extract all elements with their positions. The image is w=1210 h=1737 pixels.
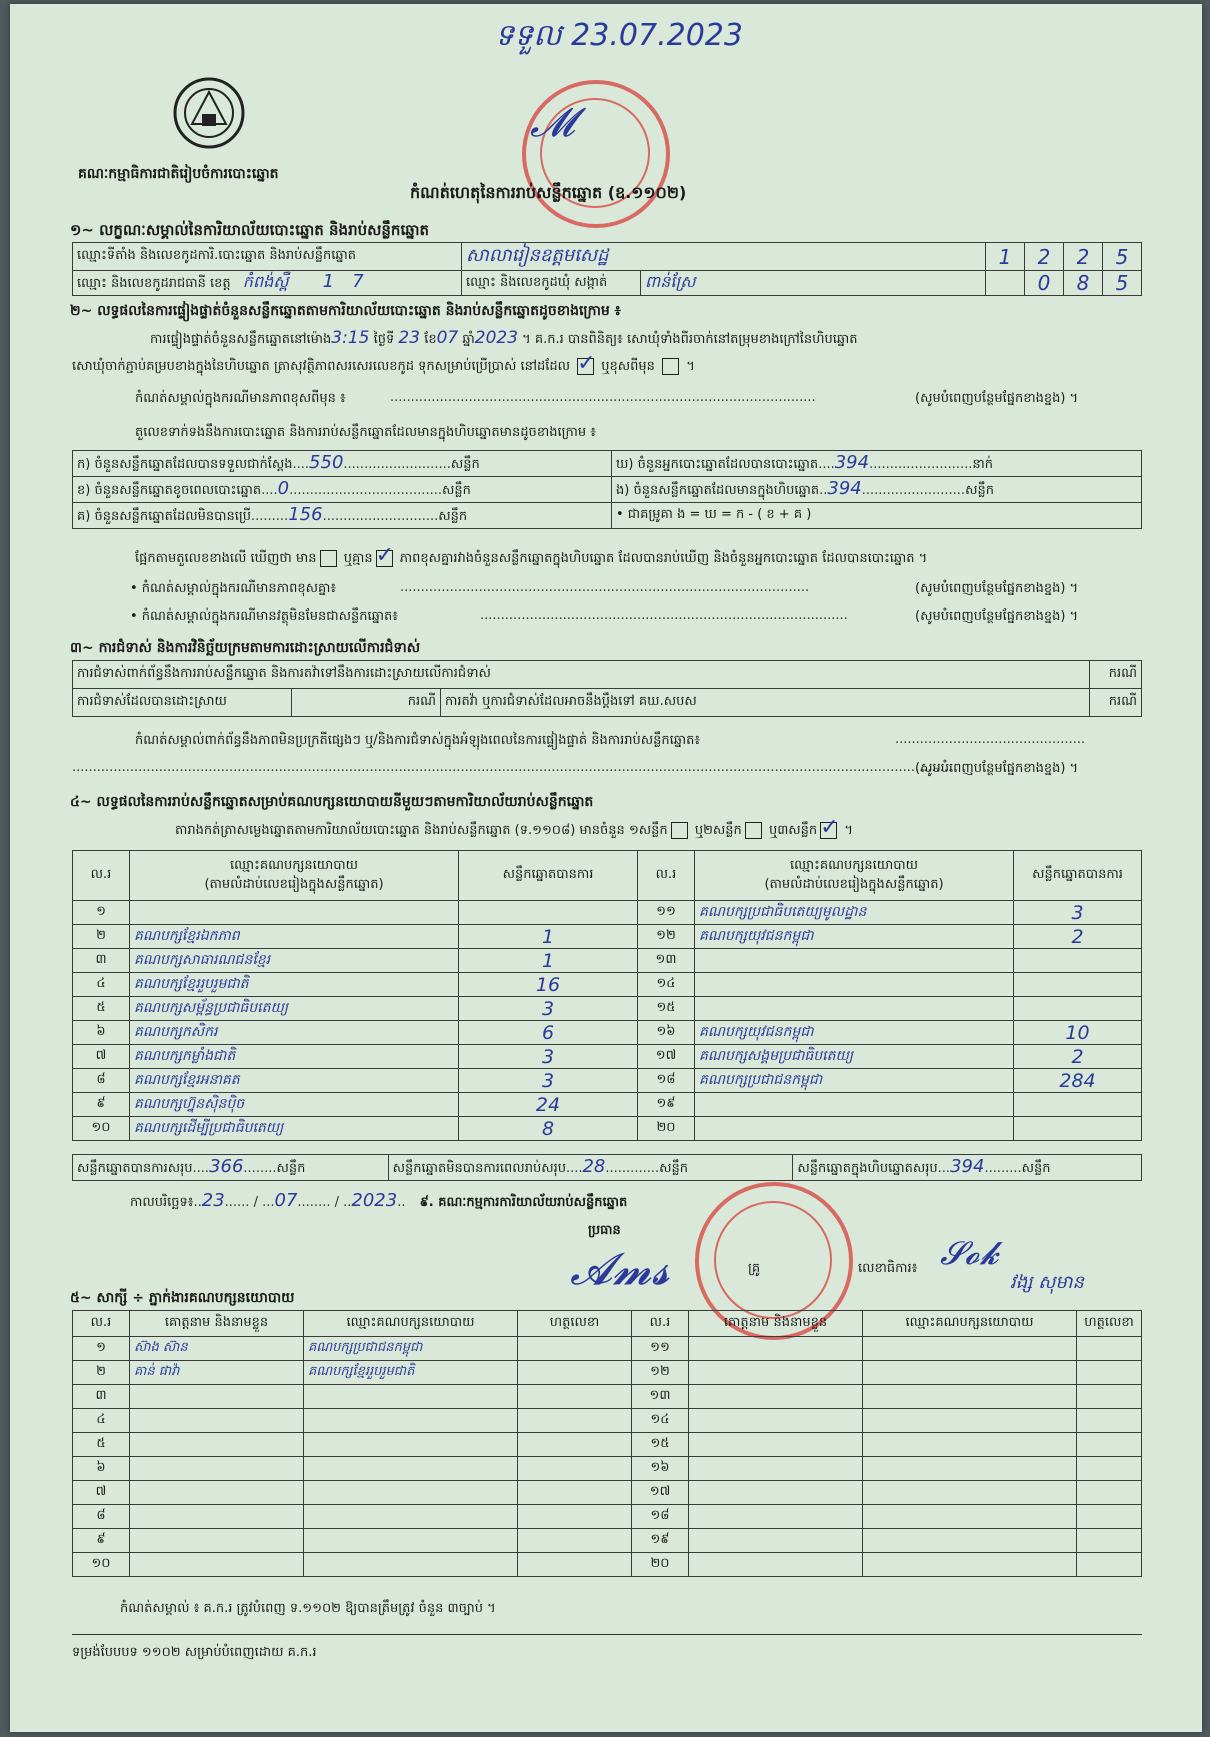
member-label: គ្រូ bbox=[748, 1261, 761, 1276]
signature-top: 𝓜 bbox=[530, 100, 575, 146]
col-party-right: ឈ្មោះគណបក្សនយោបាយ (តាមលំដាប់លេខរៀងក្នុងសន្លឹកឆ្នោត) bbox=[695, 851, 1014, 901]
result-party: គណបក្សកម្លាំងជាតិ bbox=[130, 1045, 459, 1069]
figure-gh: ឃ) ចំនួនអ្នកបោះឆ្នោតដែលបានបោះឆ្នោត....394.........................នាក់ bbox=[612, 451, 1142, 477]
result-party: គណបក្សយុវជនកម្ពុជា bbox=[695, 925, 1014, 949]
chair-label: ប្រធាន bbox=[588, 1223, 621, 1238]
figure-kh-value: 0 bbox=[277, 478, 290, 499]
objection-table bbox=[72, 660, 1142, 717]
result-votes bbox=[1014, 1117, 1142, 1141]
objection-appeal: ការតវ៉ា ឬការជំទាស់ដែលអាចនឹងប្ដឹងទៅ គឃ.សបស bbox=[441, 689, 1090, 717]
result-votes bbox=[459, 901, 638, 925]
results-row bbox=[73, 901, 1142, 925]
witness-name bbox=[689, 1553, 863, 1577]
verify-month: 07 bbox=[436, 328, 459, 348]
witness-no: ៣ bbox=[73, 1385, 130, 1409]
witness-no: ១១ bbox=[632, 1337, 689, 1361]
result-votes bbox=[1014, 973, 1142, 997]
witness-name bbox=[689, 1481, 863, 1505]
witness-no: ១០ bbox=[73, 1553, 130, 1577]
result-no: ១៧ bbox=[638, 1045, 695, 1069]
witness-row bbox=[73, 1409, 1142, 1433]
case-1: ករណី bbox=[1089, 661, 1141, 689]
figure-ng-value: 394 bbox=[827, 478, 862, 499]
witness-party bbox=[304, 1433, 518, 1457]
result-votes: 10 bbox=[1014, 1021, 1142, 1045]
witness-party bbox=[863, 1409, 1077, 1433]
result-no: ១៥ bbox=[638, 997, 695, 1021]
col-votes-left: សន្លឹកឆ្នោតបានការ bbox=[459, 851, 638, 901]
witness-party bbox=[863, 1553, 1077, 1577]
result-party: គណបក្សកសិករ bbox=[130, 1021, 459, 1045]
location-label: ឈ្មោះទីតាំង និងលេខកូដការិ.បោះឆ្នោត និងរាប់សន្លឹកឆ្នោត bbox=[73, 243, 462, 271]
result-party: គណបក្សសង្គមប្រជាធិបតេយ្យ bbox=[695, 1045, 1014, 1069]
result-party: គណបក្សខ្មែររួបរួមជាតិ bbox=[130, 973, 459, 997]
result-party: គណបក្សប្រជាជនកម្ពុជា bbox=[695, 1069, 1014, 1093]
result-party: គណបក្សសម្ព័ន្ធប្រជាធិបតេយ្យ bbox=[130, 997, 459, 1021]
results-row bbox=[73, 949, 1142, 973]
bullet-foreign-object: • កំណត់សម្គាល់ក្នុងករណីមានវត្ថុមិនមែនជាសន្លឹកឆ្នោត៖ bbox=[130, 609, 398, 624]
w-col-no-right: ល.រ bbox=[632, 1311, 689, 1337]
result-no: ១៨ bbox=[638, 1069, 695, 1093]
figure-ng: ង) ចំនួនសន្លឹកឆ្នោតដែលមានក្នុងហិបឆ្នោត..394.........................សន្លឹក bbox=[612, 477, 1142, 503]
witness-row bbox=[73, 1433, 1142, 1457]
total-invalid: សន្លឹកឆ្នោតមិនបានការពេលរាប់សរុប....28.............សន្លឹក bbox=[388, 1155, 793, 1181]
two-sheets-checkbox[interactable] bbox=[745, 822, 762, 839]
col-no-left: ល.រ bbox=[73, 851, 130, 901]
result-votes: 6 bbox=[459, 1021, 638, 1045]
result-no: ៥ bbox=[73, 997, 130, 1021]
commune-label: ឈ្មោះ និងលេខកូដឃុំ សង្កាត់ bbox=[462, 271, 641, 296]
witness-name bbox=[689, 1457, 863, 1481]
one-sheet-checkbox[interactable] bbox=[671, 822, 688, 839]
form-title: កំណត់ហេតុនៃការរាប់សន្លឹកឆ្នោត (ឧ.១១០២) bbox=[410, 183, 687, 202]
witness-signature bbox=[1077, 1481, 1142, 1505]
witness-row bbox=[73, 1505, 1142, 1529]
result-votes: 16 bbox=[459, 973, 638, 997]
w-col-name-right: គោត្តនាម និងនាមខ្លួន bbox=[689, 1311, 863, 1337]
witness-name: គាន់ ផាវ៉ា bbox=[130, 1361, 304, 1385]
witness-party: គណបក្សខ្មែររួបរួមជាតិ bbox=[304, 1361, 518, 1385]
total-valid: សន្លឹកឆ្នោតបានការសរុប....366........សន្លឹក bbox=[73, 1155, 389, 1181]
witness-signature bbox=[518, 1529, 632, 1553]
witness-name bbox=[689, 1337, 863, 1361]
result-no: ១០ bbox=[73, 1117, 130, 1141]
witness-signature bbox=[518, 1385, 632, 1409]
result-no: ៨ bbox=[73, 1069, 130, 1093]
witness-no: ៨ bbox=[73, 1505, 130, 1529]
date-month: 07 bbox=[274, 1190, 298, 1211]
witness-party bbox=[304, 1385, 518, 1409]
witness-no: ៩ bbox=[73, 1529, 130, 1553]
commune-code-3: 5 bbox=[1103, 271, 1142, 296]
result-votes bbox=[1014, 1093, 1142, 1117]
tally-sheets-line: តារាងកត់ត្រាសម្លេងឆ្នោតតាមការិយាល័យបោះឆ្នោត និងរាប់សន្លឹកឆ្នោត (ទ.១១០៨) មានចំនួន ១សន្លឹក ឬ២សន្លឹក ឬ៣សន្លឹក ✓ ។ bbox=[175, 815, 853, 840]
result-no: ៩ bbox=[73, 1093, 130, 1117]
witness-party: គណបក្សប្រជាជនកម្ពុជា bbox=[304, 1337, 518, 1361]
result-votes: 2 bbox=[1014, 925, 1142, 949]
witness-row bbox=[73, 1553, 1142, 1577]
result-party bbox=[695, 997, 1014, 1021]
witness-party bbox=[304, 1409, 518, 1433]
results-row bbox=[73, 1069, 1142, 1093]
witness-party bbox=[863, 1529, 1077, 1553]
figure-ko-value: 156 bbox=[288, 504, 323, 525]
fill-note-3: (សូមបំពេញបន្ថែមផ្នែកខាងខ្នង) ។ bbox=[915, 609, 1079, 624]
result-votes: 3 bbox=[1014, 901, 1142, 925]
bullet-difference: • កំណត់សម្គាល់ក្នុងករណីមានភាពខុសគ្នា៖ bbox=[130, 581, 337, 596]
province-code-2: 7 bbox=[352, 271, 364, 292]
witness-no: ១៨ bbox=[632, 1505, 689, 1529]
form-sheet: ទទួល 23.07.2023 គណៈកម្មាធិការជាតិរៀបចំការបោះឆ្នោត 𝓜 កំណត់ហេតុនៃការរាប់សន្លឹកឆ្នោត (ឧ.១១០២) ១~ លក្ខណៈសម្គាល់នៃការិយាល័យបោះឆ្នោត និងរាប់សន្លឹកឆ្នោត ឈ្មោះទីតាំង និងលេខកូដការិ.បោះឆ្នោត និងរាប់សន្លឹកឆ្នោត សាលារៀនឧត្តមសេដ្ឋ 1 2 2 5 ឈ្មោះ និងលេខកូដរាជធានី ខេត្ត កំពង់ស្ពឺ 1 7 ឈ្មោះ និងលេខកូដឃុំ សង្កាត់ ពាន់ស្រែ 0 8 5 ២~ លទ្ធផលនៃការផ្ទៀងផ្ទាត់ចំនួនសន្លឹកឆ្នោតតាមការិយាល័យបោះឆ្នោត និងរាប់សន្លឹកឆ្នោតដូចខាងក្រោម ៖ ការផ្ទៀងផ្ទាត់ចំនួនសន្លឹកឆ្នោតនៅម៉ោង3:15 ថ្ងៃទី 23 ខែ07 ឆ្នាំ2023 ។ គ.ក.រ បានពិនិត្យ៖ សោឃុំទាំងពីរចាក់នៅតម្រុមខាងក្រៅនៃហិបឆ្នោត សោឃុំចាក់ភ្ជាប់គម្របខាងក្នុងនៃហិបឆ្នោត ត្រាសុវត្ថិភាពសរសេរលេខកូដ ទុកសម្រាប់ប្រើប្រាស់ នៅដដែល ✓ ឬខុសពីមុន ។ កំណត់សម្គាល់ក្នុងករណីមានភាពខុសពីមុន ៖ ....................................................................................................... (សូមបំពេញបន្ថែមផ្នែកខាងខ្នង) ។ តួលេខទាក់ទងនឹងការបោះឆ្នោត និងការរាប់សន្លឹកឆ្នោតដែលមានក្នុងហិបឆ្នោតមានដូចខាងក្រោម ៖ ក) ចំនួនសន្លឹកឆ្នោតដែលបានទទួលជាក់ស្តែង....550..........................សន្លឹក ឃ) ចំនួនអ្នកបោះឆ្នោតដែលបានបោះឆ្នោត....394.........................នាក់ ខ) ចំនួនសន្លឹកឆ្នោតខូចពេលបោះឆ្នោត....0.....................................សន្លឹក ង) ចំនួនសន្លឹកឆ្នោតដែលមានក្នុងហិបឆ្នោត..394.........................សន្លឹក គ) ចំនួនសន្លឹកឆ្នោតដែលមិនបានប្រើ.........156............................សន្លឹក • ជាគម្រូគា ង = ឃ = ក - ( ខ + គ ) ផ្អែកតាមតួលេខខាងលើ ឃើញថា មាន ឬគ្មាន ✓ ភាពខុសគ្នារវាងចំនួនសន្លឹកឆ្នោតក្នុងហិបឆ្នោត ដែលបានរាប់ឃើញ និងចំនួនអ្នកបោះឆ្នោត ដែលបានបោះឆ្នោត ។ • កំណត់សម្គាល់ក្នុងករណីមានភាពខុសគ្នា៖ ................................................................................................... (សូមបំពេញបន្ថែមផ្នែកខាងខ្នង) ។ • កំណត់សម្គាល់ក្នុងករណីមានវត្ថុមិនមែនជាសន្លឹកឆ្នោត៖ ......................................................................................... (សូមបំពេញបន្ថែមផ្នែកខាងខ្នង) ។ ៣~ ការជំទាស់ និងការវិនិច្ឆ័យក្រមតាមការដោះស្រាយលើការជំទាស់ ការជំទាស់ពាក់ព័ន្ធនឹងការរាប់សន្លឹកឆ្នោត និងការតវ៉ាទៅនឹងការដោះស្រាយលើការជំទាស់ ករណី ការជំទាស់ដែលបានដោះស្រាយ ករណី ការតវ៉ា ឬការជំទាស់ដែលអាចនឹងប្ដឹងទៅ គឃ.សបស ករណី កំណត់សម្គាល់ពាក់ព័ន្ធនឹងភាពមិនប្រក្រតីផ្សេងៗ ឬ/និងការជំទាស់ក្នុងអំឡុងពេលនៃការផ្ទៀងផ្ទាត់ និងការរាប់សន្លឹកឆ្នោត៖ .............................................. ..................................................................................................................................................................................................................... (សូមបំពេញបន្ថែមផ្នែកខាងខ្នង) ។ ៤~ លទ្ធផលនៃការរាប់សន្លឹកឆ្នោតសម្រាប់គណបក្សនយោបាយនីមួយៗតាមការិយាល័យរាប់សន្លឹកឆ្នោត តារាងកត់ត្រាសម្លេងឆ្នោតតាមការិយាល័យបោះឆ្នោត និងរាប់សន្លឹកឆ្នោត (ទ.១១០៨) មានចំនួន ១សន្លឹក ឬ២សន្លឹក ឬ៣សន្លឹក ✓ ។ ល.រ ឈ្មោះគណបក្សនយោបាយ (តាមលំដាប់លេខរៀងក្នុងសន្លឹកឆ្នោត) សន្លឹកឆ្នោតបានការ ល.រ ឈ្មោះគណបក្សនយោបាយ (តាមលំដាប់លេខរៀងក្នុងសន្លឹកឆ្នោត) សន្លឹកឆ្នោតបានការ ១ ១១ គណបក្សប្រជាធិបតេយ្យមូលដ្ឋាន 3 ២ គណបក្សខ្មែរឯកភាព 1 ១២ គណបក្សយុវជនកម្ពុជា 2 ៣ គណបក្សសាធារណជនខ្មែរ 1 ១៣ ៤ គណបក្សខ្មែររួបរួមជាតិ 16 ១៤ ៥ គណបក្សសម្ព័ន្ធប្រជាធិបតេយ្យ 3 ១៥ ៦ គណបក្សកសិករ 6 ១៦ គណបក្សយុវជនកម្ពុជា 10 ៧ គណបក្សកម្លាំងជាតិ 3 ១៧ គណបក្សសង្គមប្រជាធិបតេយ្យ 2 ៨ គណបក្សខ្មែរអនាគត 3 ១៨ គណបក្សប្រជាជនកម្ពុជា 284 ៩ គណបក្សហ្វ៊ុនស៊ិនប៉ិច 24 ១៩ ១០ គណបក្សដើម្បីប្រជាធិបតេយ្យ 8 ២០ សន្លឹកឆ្នោតបានការសរុប....366........សន្លឹក សន្លឹកឆ្នោតមិនបានការពេលរាប់សរុប....28.............សន្លឹក សន្លឹកឆ្នោតក្នុងហិបឆ្នោតសរុប...394.........សន្លឹក កាលបរិច្ឆេទ៖..23...... / ...07........ / ..2023.. ៩. គណៈកម្មការការិយាល័យរាប់សន្លឹកឆ្នោត ប្រធាន 𝓐𝓶𝓼 គ្រូ លេខាធិការ៖ 𝓢𝓸𝓴 វង្ស សុមាន ៥~ សាក្សី ÷ ភ្នាក់ងារគណបក្សនយោបាយ ល.រ គោត្តនាម និងនាមខ្លួន ឈ្មោះគណបក្សនយោបាយ ហត្ថលេខា ល.រ គោត្តនាម និងនាមខ្លួន ឈ្មោះគណបក្សនយោបាយ ហត្ថលេខា ១ ស៊ាង ស៊ាន គណបក្សប្រជាជនកម្ពុជា ១១ ២ គាន់ ផាវ៉ា គណបក្សខ្មែររួបរួមជាតិ ១២ ៣ ១៣ ៤ ១៤ ៥ ១៥ ៦ ១៦ ៧ ១៧ ៨ ១៨ ៩ ១៩ ១០ ២០ កំណត់សម្គាល់ ៖ គ.ក.រ ត្រូវបំពេញ ទ.១១០២ ឱ្យបានត្រឹមត្រូវ ចំនួន ៣ច្បាប់ ។ ទម្រង់បែបបទ ១១០២ សម្រាប់បំពេញដោយ គ.ក.រ bbox=[10, 4, 1202, 1732]
witness-signature bbox=[1077, 1361, 1142, 1385]
same-checkbox[interactable]: ✓ bbox=[577, 351, 596, 376]
witness-no: ៧ bbox=[73, 1481, 130, 1505]
result-party: គណបក្សខ្មែរឯកភាព bbox=[130, 925, 459, 949]
witness-no: ៤ bbox=[73, 1409, 130, 1433]
witness-row bbox=[73, 1385, 1142, 1409]
col-party-left: ឈ្មោះគណបក្សនយោបាយ (តាមលំដាប់លេខរៀងក្នុងសន្លឹកឆ្នោត) bbox=[130, 851, 459, 901]
w-col-party-right: ឈ្មោះគណបក្សនយោបាយ bbox=[863, 1311, 1077, 1337]
objection-resolved: ការជំទាស់ដែលបានដោះស្រាយ bbox=[73, 689, 292, 717]
footer-divider bbox=[72, 1634, 1142, 1635]
witness-name: ស៊ាង ស៊ាន bbox=[130, 1337, 304, 1361]
witness-name bbox=[689, 1409, 863, 1433]
result-no: ៣ bbox=[73, 949, 130, 973]
figure-k: ក) ចំនួនសន្លឹកឆ្នោតដែលបានទទួលជាក់ស្តែង....550..........................សន្លឹក bbox=[73, 451, 612, 477]
witness-party bbox=[863, 1385, 1077, 1409]
witness-signature bbox=[1077, 1409, 1142, 1433]
witness-party bbox=[863, 1505, 1077, 1529]
witness-name bbox=[130, 1433, 304, 1457]
witness-name bbox=[130, 1553, 304, 1577]
date-day: 23 bbox=[201, 1190, 225, 1211]
witness-no: ១៩ bbox=[632, 1529, 689, 1553]
result-party: គណបក្សសាធារណជនខ្មែរ bbox=[130, 949, 459, 973]
witness-no: ៦ bbox=[73, 1457, 130, 1481]
case-3: ករណី bbox=[1089, 689, 1141, 717]
result-no: ១៣ bbox=[638, 949, 695, 973]
witness-signature bbox=[1077, 1553, 1142, 1577]
witness-signature bbox=[518, 1361, 632, 1385]
section5-title: ៥~ សាក្សី ÷ ភ្នាក់ងារគណបក្សនយោបាយ bbox=[70, 1290, 295, 1306]
witness-name bbox=[130, 1409, 304, 1433]
witness-name bbox=[130, 1529, 304, 1553]
fill-note-1: (សូមបំពេញបន្ថែមផ្នែកខាងខ្នង) ។ bbox=[915, 391, 1079, 406]
verify-year: 2023 bbox=[474, 328, 519, 348]
witness-row bbox=[73, 1457, 1142, 1481]
col-votes-right: សន្លឹកឆ្នោតបានការ bbox=[1014, 851, 1142, 901]
witness-signature bbox=[1077, 1457, 1142, 1481]
case-2: ករណី bbox=[292, 689, 441, 717]
result-votes: 2 bbox=[1014, 1045, 1142, 1069]
three-sheets-checkbox[interactable]: ✓ bbox=[820, 815, 839, 840]
result-party: គណបក្សយុវជនកម្ពុជា bbox=[695, 1021, 1014, 1045]
location-code-4: 5 bbox=[1103, 243, 1142, 271]
result-votes: 1 bbox=[459, 925, 638, 949]
location-code-3: 2 bbox=[1064, 243, 1103, 271]
witness-no: ៥ bbox=[73, 1433, 130, 1457]
w-col-sign-left: ហត្ថលេខា bbox=[518, 1311, 632, 1337]
province-value: កំពង់ស្ពឺ bbox=[242, 272, 289, 291]
witness-no: ២ bbox=[73, 1361, 130, 1385]
witness-signature bbox=[518, 1337, 632, 1361]
location-code-1: 1 bbox=[986, 243, 1025, 271]
result-votes: 3 bbox=[459, 997, 638, 1021]
section1-table bbox=[72, 242, 1142, 296]
result-party bbox=[695, 1117, 1014, 1141]
commission-label: ៩. គណៈកម្មការការិយាល័យរាប់សន្លឹកឆ្នោត bbox=[419, 1195, 628, 1210]
results-row bbox=[73, 973, 1142, 997]
total-box: សន្លឹកឆ្នោតក្នុងហិបឆ្នោតសរុប...394.........សន្លឹក bbox=[793, 1155, 1142, 1181]
result-votes: 1 bbox=[459, 949, 638, 973]
witness-no: ១៣ bbox=[632, 1385, 689, 1409]
witness-row bbox=[73, 1529, 1142, 1553]
footer-note: កំណត់សម្គាល់ ៖ គ.ក.រ ត្រូវបំពេញ ទ.១១០២ ឱ្យបានត្រឹមត្រូវ ចំនួន ៣ច្បាប់ ។ bbox=[120, 1601, 496, 1616]
witness-party bbox=[304, 1505, 518, 1529]
fill-note-4: (សូមបំពេញបន្ថែមផ្នែកខាងខ្នង) ។ bbox=[915, 761, 1079, 776]
section2-title: ២~ លទ្ធផលនៃការផ្ទៀងផ្ទាត់ចំនួនសន្លឹកឆ្នោតតាមការិយាល័យបោះឆ្នោត និងរាប់សន្លឹកឆ្នោតដូចខាងក្រោម ៖ bbox=[70, 303, 621, 319]
commune-code-1: 0 bbox=[1025, 271, 1064, 296]
fill-note-2: (សូមបំពេញបន្ថែមផ្នែកខាងខ្នង) ។ bbox=[915, 581, 1079, 596]
witness-table bbox=[72, 1310, 1142, 1577]
date-line: កាលបរិច្ឆេទ៖..23...... / ...07........ / ..2023.. ៩. គណៈកម្មការការិយាល័យរាប់សន្លឹកឆ្នោត bbox=[130, 1190, 628, 1211]
result-party: គណបក្សប្រជាធិបតេយ្យមូលដ្ឋាន bbox=[695, 901, 1014, 925]
witness-signature bbox=[518, 1481, 632, 1505]
w-col-sign-right: ហត្ថលេខា bbox=[1077, 1311, 1142, 1337]
totals-row bbox=[72, 1154, 1142, 1181]
section1-title: ១~ លក្ខណៈសម្គាល់នៃការិយាល័យបោះឆ្នោត និងរាប់សន្លឹកឆ្នោត bbox=[70, 221, 430, 239]
verify-day: 23 bbox=[398, 328, 421, 348]
no-difference-checkbox[interactable]: ✓ bbox=[375, 543, 395, 568]
result-party bbox=[695, 1093, 1014, 1117]
witness-signature bbox=[518, 1553, 632, 1577]
witness-row bbox=[73, 1337, 1142, 1361]
witness-party bbox=[863, 1433, 1077, 1457]
secretary-name: វង្ស សុមាន bbox=[1010, 1272, 1084, 1293]
witness-name bbox=[689, 1505, 863, 1529]
results-row bbox=[73, 1093, 1142, 1117]
witness-no: ១៤ bbox=[632, 1409, 689, 1433]
different-checkbox[interactable] bbox=[662, 358, 679, 375]
province-label: ឈ្មោះ និងលេខកូដរាជធានី ខេត្ត កំពង់ស្ពឺ 1 7 bbox=[73, 271, 462, 296]
witness-party bbox=[863, 1457, 1077, 1481]
witness-name bbox=[130, 1481, 304, 1505]
result-no: ២ bbox=[73, 925, 130, 949]
section3-title: ៣~ ការជំទាស់ និងការវិនិច្ឆ័យក្រមតាមការដោះស្រាយលើការជំទាស់ bbox=[70, 640, 421, 656]
witness-no: ២០ bbox=[632, 1553, 689, 1577]
result-party: គណបក្សដើម្បីប្រជាធិបតេយ្យ bbox=[130, 1117, 459, 1141]
results-row bbox=[73, 925, 1142, 949]
commune-value: ពាន់ស្រែ bbox=[641, 271, 986, 296]
commune-code-2: 8 bbox=[1064, 271, 1103, 296]
witness-name bbox=[689, 1361, 863, 1385]
result-no: ១ bbox=[73, 901, 130, 925]
witness-signature bbox=[518, 1457, 632, 1481]
witness-party bbox=[304, 1529, 518, 1553]
witness-no: ១៧ bbox=[632, 1481, 689, 1505]
witness-name bbox=[130, 1457, 304, 1481]
witness-row bbox=[73, 1481, 1142, 1505]
w-col-name-left: គោត្តនាម និងនាមខ្លួន bbox=[130, 1311, 304, 1337]
w-col-no-left: ល.រ bbox=[73, 1311, 130, 1337]
province-code-1: 1 bbox=[322, 271, 335, 292]
results-row bbox=[73, 1117, 1142, 1141]
figure-k-value: 550 bbox=[309, 452, 344, 473]
result-no: ៧ bbox=[73, 1045, 130, 1069]
result-no: ១៩ bbox=[638, 1093, 695, 1117]
results-row bbox=[73, 997, 1142, 1021]
result-votes: 284 bbox=[1014, 1069, 1142, 1093]
secretary-signature: 𝓢𝓸𝓴 bbox=[940, 1234, 999, 1272]
witness-signature bbox=[518, 1433, 632, 1457]
witness-signature bbox=[1077, 1529, 1142, 1553]
figures-table bbox=[72, 450, 1142, 529]
difference-note-label: កំណត់សម្គាល់ក្នុងករណីមានភាពខុសពីមុន ៖ bbox=[135, 391, 346, 406]
result-votes: 24 bbox=[459, 1093, 638, 1117]
result-party bbox=[695, 973, 1014, 997]
verify-time: 3:15 bbox=[331, 328, 370, 348]
result-no: ៦ bbox=[73, 1021, 130, 1045]
total-valid-value: 366 bbox=[209, 1156, 244, 1177]
result-party: គណបក្សហ្វ៊ុនស៊ិនប៉ិច bbox=[130, 1093, 459, 1117]
witness-signature bbox=[518, 1505, 632, 1529]
secretary-label: លេខាធិការ៖ bbox=[858, 1261, 918, 1276]
verification-line: ការផ្ទៀងផ្ទាត់ចំនួនសន្លឹកឆ្នោតនៅម៉ោង3:15 ថ្ងៃទី 23 ខែ07 ឆ្នាំ2023 ។ គ.ក.រ បានពិនិត្យ៖ សោឃុំទាំងពីរចាក់នៅតម្រុមខាងក្រៅនៃហិបឆ្នោត bbox=[150, 328, 858, 348]
witness-signature bbox=[518, 1409, 632, 1433]
witness-signature bbox=[1077, 1505, 1142, 1529]
result-votes bbox=[1014, 997, 1142, 1021]
total-invalid-value: 28 bbox=[582, 1156, 606, 1177]
result-party bbox=[130, 901, 459, 925]
result-no: ១២ bbox=[638, 925, 695, 949]
results-row bbox=[73, 1021, 1142, 1045]
received-annotation: ទទួល 23.07.2023 bbox=[495, 18, 743, 53]
result-party bbox=[695, 949, 1014, 973]
result-no: ៤ bbox=[73, 973, 130, 997]
formula: • ជាគម្រូគា ង = ឃ = ក - ( ខ + គ ) bbox=[612, 503, 1142, 529]
w-col-party-left: ឈ្មោះគណបក្សនយោបាយ bbox=[304, 1311, 518, 1337]
witness-no: ១៦ bbox=[632, 1457, 689, 1481]
result-party: គណបក្សខ្មែរអនាគត bbox=[130, 1069, 459, 1093]
witness-name bbox=[130, 1505, 304, 1529]
location-code-2: 2 bbox=[1025, 243, 1064, 271]
total-box-value: 394 bbox=[950, 1156, 985, 1177]
chair-signature: 𝓐𝓶𝓼 bbox=[570, 1244, 670, 1295]
witness-name bbox=[689, 1433, 863, 1457]
result-no: ១១ bbox=[638, 901, 695, 925]
witness-party bbox=[863, 1481, 1077, 1505]
result-votes: 3 bbox=[459, 1069, 638, 1093]
witness-no: ១២ bbox=[632, 1361, 689, 1385]
witness-name bbox=[689, 1529, 863, 1553]
result-votes: 3 bbox=[459, 1045, 638, 1069]
witness-party bbox=[863, 1337, 1077, 1361]
witness-party bbox=[304, 1481, 518, 1505]
result-votes bbox=[1014, 949, 1142, 973]
figure-kh: ខ) ចំនួនសន្លឹកឆ្នោតខូចពេលបោះឆ្នោត....0.....................................សន្លឹក bbox=[73, 477, 612, 503]
result-no: ១៤ bbox=[638, 973, 695, 997]
witness-no: ១៥ bbox=[632, 1433, 689, 1457]
result-no: ១៦ bbox=[638, 1021, 695, 1045]
figure-ko: គ) ចំនួនសន្លឹកឆ្នោតដែលមិនបានប្រើ.........156............................សន្លឹក bbox=[73, 503, 612, 529]
witness-row bbox=[73, 1361, 1142, 1385]
result-votes: 8 bbox=[459, 1117, 638, 1141]
org-name: គណៈកម្មាធិការជាតិរៀបចំការបោះឆ្នោត bbox=[78, 166, 279, 182]
form-code: ទម្រង់បែបបទ ១១០២ សម្រាប់បំពេញដោយ គ.ក.រ bbox=[72, 1645, 317, 1660]
objection-row-1: ការជំទាស់ពាក់ព័ន្ធនឹងការរាប់សន្លឹកឆ្នោត និងការតវ៉ាទៅនឹងការដោះស្រាយលើការជំទាស់ bbox=[73, 661, 1090, 689]
location-value: សាលារៀនឧត្តមសេដ្ឋ bbox=[462, 243, 986, 271]
figure-gh-value: 394 bbox=[834, 452, 870, 473]
result-no: ២០ bbox=[638, 1117, 695, 1141]
results-table bbox=[72, 850, 1142, 1141]
col-no-right: ល.រ bbox=[638, 851, 695, 901]
date-year: 2023 bbox=[351, 1190, 398, 1211]
witness-no: ១ bbox=[73, 1337, 130, 1361]
witness-party bbox=[304, 1553, 518, 1577]
yes-difference-checkbox[interactable] bbox=[320, 550, 337, 567]
results-row bbox=[73, 1045, 1142, 1069]
witness-signature bbox=[1077, 1385, 1142, 1409]
witness-signature bbox=[1077, 1337, 1142, 1361]
figures-intro: តួលេខទាក់ទងនឹងការបោះឆ្នោត និងការរាប់សន្លឹកឆ្នោតដែលមានក្នុងហិបឆ្នោតមានដូចខាងក្រោម ៖ bbox=[135, 425, 596, 440]
irregularity-note: កំណត់សម្គាល់ពាក់ព័ន្ធនឹងភាពមិនប្រក្រតីផ្សេងៗ ឬ/និងការជំទាស់ក្នុងអំឡុងពេលនៃការផ្ទៀងផ្ទាត់ និងការរាប់សន្លឹកឆ្នោត៖ bbox=[135, 733, 701, 748]
witness-name bbox=[689, 1385, 863, 1409]
witness-signature bbox=[1077, 1433, 1142, 1457]
seal-check-line: សោឃុំចាក់ភ្ជាប់គម្របខាងក្នុងនៃហិបឆ្នោត ត្រាសុវត្ថិភាពសរសេរលេខកូដ ទុកសម្រាប់ប្រើប្រាស់ នៅដដែល ✓ ឬខុសពីមុន ។ bbox=[72, 351, 695, 376]
witness-party bbox=[863, 1361, 1077, 1385]
section4-title: ៤~ លទ្ធផលនៃការរាប់សន្លឹកឆ្នោតសម្រាប់គណបក្សនយោបាយនីមួយៗតាមការិយាល័យរាប់សន្លឹកឆ្នោត bbox=[70, 794, 594, 810]
witness-name bbox=[130, 1385, 304, 1409]
discrepancy-line: ផ្អែកតាមតួលេខខាងលើ ឃើញថា មាន ឬគ្មាន ✓ ភាពខុសគ្នារវាងចំនួនសន្លឹកឆ្នោតក្នុងហិបឆ្នោត ដែលបានរាប់ឃើញ និងចំនួនអ្នកបោះឆ្នោត ដែលបានបោះឆ្នោត ។ bbox=[135, 543, 928, 568]
nec-emblem bbox=[170, 74, 248, 152]
witness-party bbox=[304, 1457, 518, 1481]
